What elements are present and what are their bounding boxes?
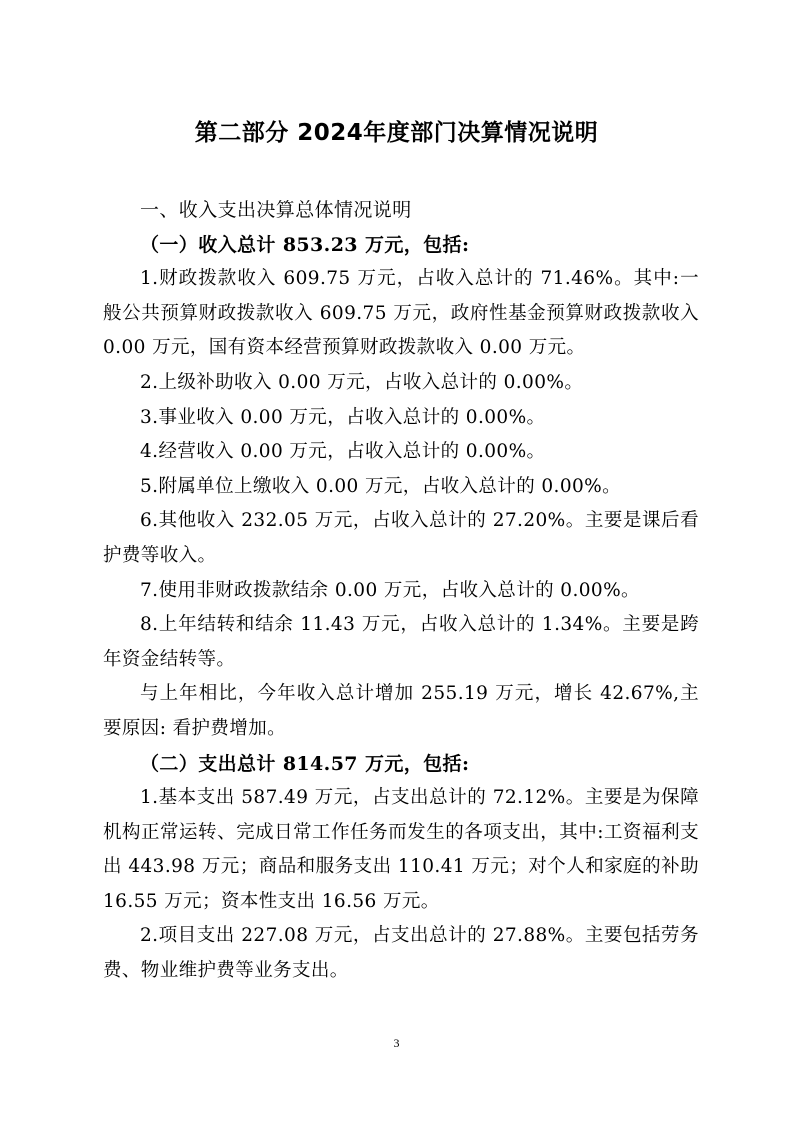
income-item: 1.财政拨款收入 609.75 万元，占收入总计的 71.46%。其中:一般公共预算财政拨款收入 609.75 万元，政府性基金预算财政拨款收入 0.00 万元，国有资本经营预算财政拨款收入 0.00 万元。 bbox=[103, 268, 699, 359]
section-heading: 一、收入支出决算总体情况说明 bbox=[140, 199, 412, 221]
expenditure-heading: （二）支出总计 814.57 万元，包括: bbox=[140, 752, 470, 775]
income-item: 7.使用非财政拨款结余 0.00 万元，占收入总计的 0.00%。 bbox=[140, 579, 640, 601]
income-item: 5.附属单位上缴收入 0.00 万元，占收入总计的 0.00%。 bbox=[140, 475, 622, 497]
income-item: 4.经营收入 0.00 万元，占收入总计的 0.00%。 bbox=[140, 441, 546, 463]
income-heading: （一）收入总计 853.23 万元，包括: bbox=[140, 233, 470, 256]
income-item: 8.上年结转和结余 11.43 万元，占收入总计的 1.34%。主要是跨年资金结转等。 bbox=[103, 614, 699, 670]
page-title: 第二部分 2024年度部门决算情况说明 bbox=[194, 120, 599, 146]
income-item: 3.事业收入 0.00 万元，占收入总计的 0.00%。 bbox=[140, 406, 546, 428]
document-body bbox=[103, 193, 699, 989]
page-number: 3 bbox=[393, 1036, 400, 1050]
expenditure-item: 1.基本支出 587.49 万元，占支出总计的 72.12%。主要是为保障机构正常运转、完成日常工作任务而发生的各项支出，其中:工资福利支出 443.98 万元；商品和服务支出 110.41 万元；对个人和家庭的补助 16.55 万元；资本性支出 16.56 万元。 bbox=[103, 787, 699, 912]
income-item: 6.其他收入 232.05 万元，占收入总计的 27.20%。主要是课后看护费等收入。 bbox=[103, 510, 699, 566]
income-comparison: 与上年相比，今年收入总计增加 255.19 万元，增长 42.67%,主要原因: 看护费增加。 bbox=[103, 683, 699, 739]
expenditure-item: 2.项目支出 227.08 万元，占支出总计的 27.88%。主要包括劳务费、物业维护费等业务支出。 bbox=[103, 925, 699, 982]
income-item: 2.上级补助收入 0.00 万元，占收入总计的 0.00%。 bbox=[140, 371, 584, 393]
